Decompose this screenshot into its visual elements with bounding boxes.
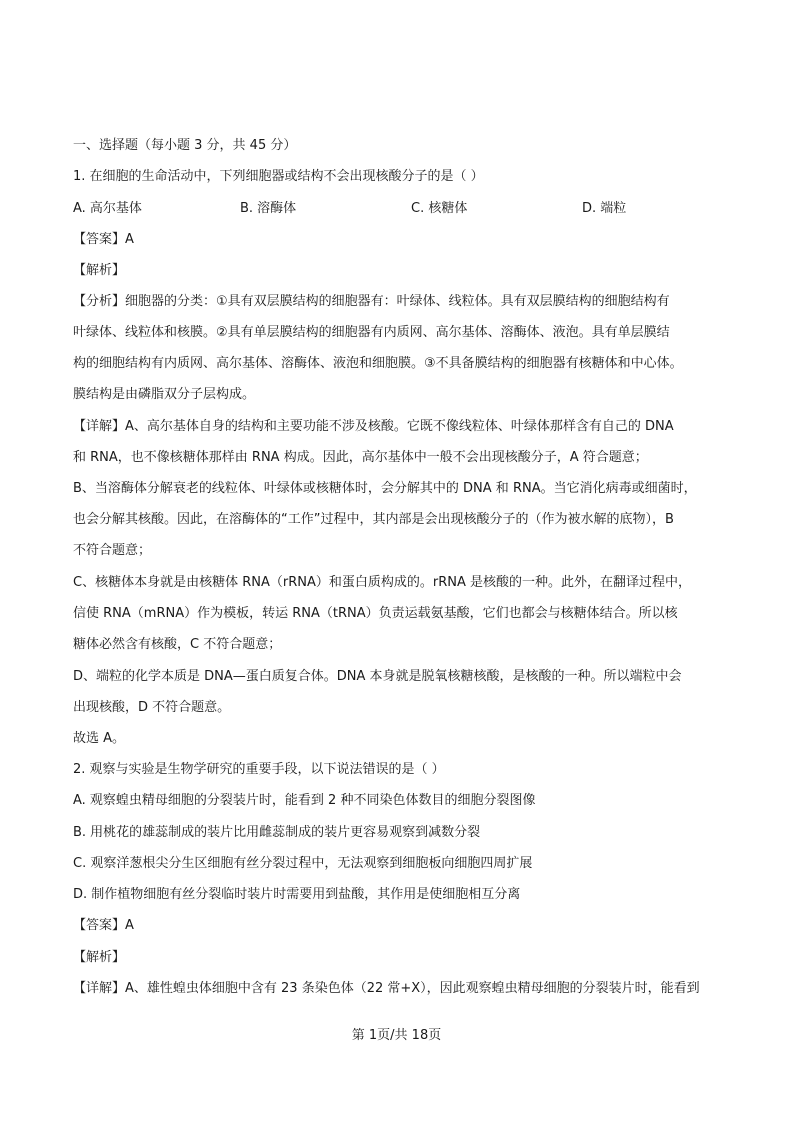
- page-footer: 第 1页/共 18页: [351, 1028, 442, 1043]
- q1-detail-line: 信使 RNA（mRNA）作为模板，转运 RNA（tRNA）负责运载氨基酸，它们也都会与核糖体结合。所以核: [73, 606, 678, 621]
- q1-option-b: B. 溶酶体: [240, 201, 297, 216]
- q2-detail-line: 【详解】A、雄性蝗虫体细胞中含有 23 条染色体（22 常+X），因此观察蝗虫精母细胞的分裂装片时，能看到: [73, 981, 700, 996]
- q1-detail-line: D、端粒的化学本质是 DNA—蛋白质复合体。DNA 本身就是脱氧核糖核酸，是核酸的一种。所以端粒中会: [73, 669, 682, 684]
- q1-conclusion: 故选 A。: [73, 731, 126, 746]
- q1-detail-line: 和 RNA，也不像核糖体那样由 RNA 构成。因此，高尔基体中一般不会出现核酸分子，A 符合题意；: [73, 450, 648, 465]
- q2-answer: 【答案】A: [73, 918, 134, 933]
- q2-analysis-label: 【解析】: [73, 950, 126, 965]
- question-2-stem: 2. 观察与实验是生物学研究的重要手段，以下说法错误的是（ ）: [73, 762, 445, 777]
- q1-detail-line: B、当溶酶体分解衰老的线粒体、叶绿体或核糖体时，会分解其中的 DNA 和 RNA。当它消化病毒或细菌时，: [73, 481, 697, 496]
- q1-detail-line: 【详解】A、高尔基体自身的结构和主要功能不涉及核酸。它既不像线粒体、叶绿体那样含有自己的 DNA: [73, 419, 674, 434]
- q1-answer: 【答案】A: [73, 232, 134, 247]
- q1-detail-line: 糖体必然含有核酸，C 不符合题意；: [73, 637, 282, 652]
- q2-option-a: A. 观察蝗虫精母细胞的分裂装片时，能看到 2 种不同染色体数目的细胞分裂图像: [73, 793, 536, 808]
- q1-fenxi-line: 膜结构是由磷脂双分子层构成。: [73, 387, 256, 402]
- question-1-stem: 1. 在细胞的生命活动中，下列细胞器或结构不会出现核酸分子的是（ ）: [73, 169, 484, 184]
- q2-option-c: C. 观察洋葱根尖分生区细胞有丝分裂过程中，无法观察到细胞板向细胞四周扩展: [73, 856, 533, 871]
- q2-option-d: D. 制作植物细胞有丝分裂临时装片时需要用到盐酸，其作用是使细胞相互分离: [73, 887, 521, 902]
- q1-detail-line: 也会分解其核酸。因此，在溶酶体的“工作”过程中，其内部是会出现核酸分子的（作为被水解的底物），B: [73, 512, 674, 527]
- q1-detail-line: C、核糖体本身就是由核糖体 RNA（rRNA）和蛋白质构成的。rRNA 是核酸的一种。此外，在翻译过程中，: [73, 575, 691, 590]
- q1-fenxi-line: 构的细胞结构有内质网、高尔基体、溶酶体、液泡和细胞膜。③不具备膜结构的细胞器有核糖体和中心体。: [73, 356, 683, 371]
- q1-option-d: D. 端粒: [582, 201, 627, 216]
- q1-fenxi-line: 叶绿体、线粒体和核膜。②具有单层膜结构的细胞器有内质网、高尔基体、溶酶体、液泡。具有单层膜结: [73, 325, 670, 340]
- section-title: 一、选择题（每小题 3 分，共 45 分）: [73, 138, 297, 153]
- q1-detail-line: 出现核酸，D 不符合题意。: [73, 700, 231, 715]
- q1-option-a: A. 高尔基体: [73, 201, 142, 216]
- q1-detail-line: 不符合题意；: [73, 543, 152, 558]
- q1-option-c: C. 核糖体: [411, 201, 468, 216]
- q1-analysis-label: 【解析】: [73, 263, 126, 278]
- q1-fenxi-line: 【分析】细胞器的分类：①具有双层膜结构的细胞器有：叶绿体、线粒体。具有双层膜结构的细胞结构有: [73, 294, 670, 309]
- q2-option-b: B. 用桃花的雄蕊制成的装片比用雌蕊制成的装片更容易观察到减数分裂: [73, 825, 481, 840]
